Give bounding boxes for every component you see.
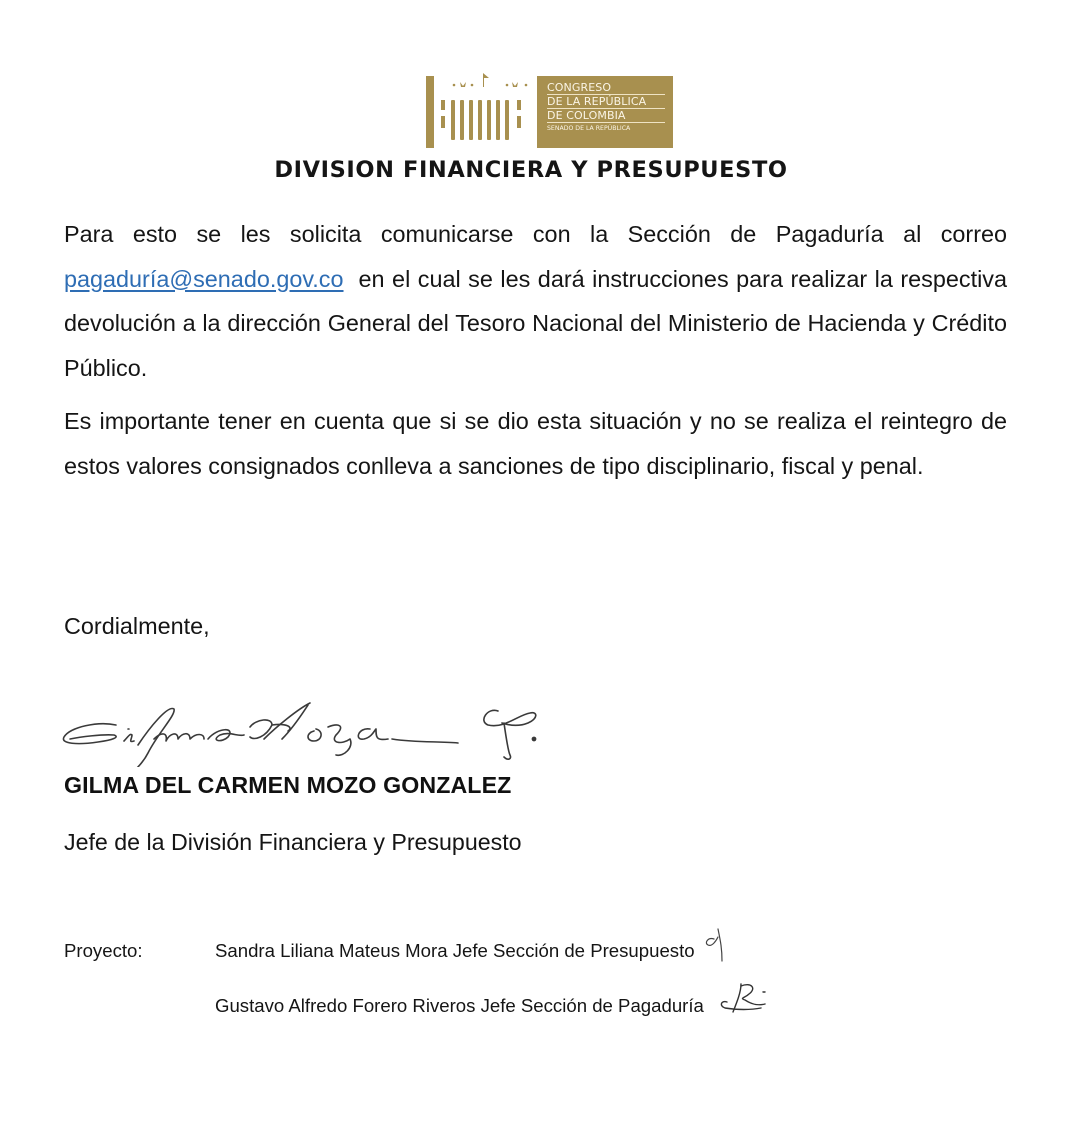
initials-signature-icon (702, 925, 732, 965)
email-link[interactable]: pagaduría@senado.gov.co (64, 265, 344, 292)
project-label: Proyecto: (64, 940, 143, 961)
paragraph-text: Para esto se les solicita comunicarse con la Sección de Pagaduría al correo (64, 221, 1007, 247)
project-entry (215, 992, 771, 1020)
logo-text-senado: SENADO DE LA REPÚBLICA (547, 125, 631, 132)
handwritten-signature-icon (58, 697, 563, 767)
project-entry-text: Sandra Liliana Mateus Mora Jefe Sección de Presupuesto (215, 940, 695, 961)
signer-title: Jefe de la División Financiera y Presupuesto (64, 829, 522, 855)
paragraph-text: en el cual se les dará instrucciones para realizar la respectiva devolución a la dirección General del Tesoro Nacional del Ministerio de Hacienda y Crédito Público. (64, 265, 1014, 381)
congress-name-plate (537, 76, 673, 148)
logo-text-republica: DE LA REPÚBLICA (547, 95, 665, 109)
capitol-building-icon (424, 70, 536, 152)
signer-name: GILMA DEL CARMEN MOZO GONZALEZ (64, 772, 512, 798)
logo-text-congreso: CONGRESO (547, 81, 665, 95)
congress-logo (424, 70, 674, 152)
division-heading: DIVISION FINANCIERA Y PRESUPUESTO (274, 157, 788, 183)
closing-salutation: Cordialmente, (64, 613, 210, 639)
project-entry-text: Gustavo Alfredo Forero Riveros Jefe Sección de Pagaduría (215, 995, 704, 1016)
paragraph-warning: Es importante tener en cuenta que si se dio esta situación y no se realiza el reintegro de estos valores consignados conlleva a sanciones de tipo disciplinario, fiscal y penal. (64, 408, 1007, 479)
initials-signature-icon (711, 978, 771, 1018)
project-entry (215, 937, 732, 965)
logo-text-colombia: DE COLOMBIA (547, 109, 665, 123)
paragraph-instructions (64, 212, 1014, 390)
